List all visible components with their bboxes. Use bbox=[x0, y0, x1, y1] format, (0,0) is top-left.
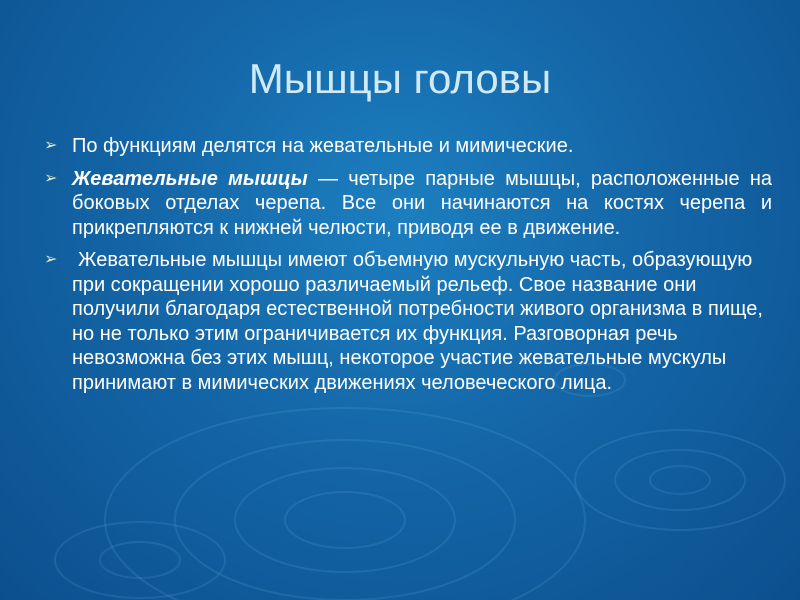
bullet-item-1 bbox=[44, 134, 772, 159]
bullet-text: Жевательные мышцы имеют объемную мускульную часть, образующую при сокращении хорошо различаемый рельеф. Свое название они получили благодаря естественной потребности живого организма в пище, но не только этим ограничивается их функция. Разговорная речь невозможна без этих мышц, некоторое участие жевательные мускулы принимают в мимических движениях человеческого лица. bbox=[72, 249, 763, 394]
bullet-text: По функциям делятся на жевательные и мимические. bbox=[72, 135, 574, 157]
arrow-bullet-icon: ➢ bbox=[44, 137, 58, 154]
arrow-bullet-icon: ➢ bbox=[44, 169, 58, 187]
bullet-text: четыре парные мышцы, расположенные на боковых отделах черепа. Все они начинаются на костях черепа и прикрепляются к нижней челюсти, приводя ее в движение. bbox=[72, 167, 773, 239]
slide-title: Мышцы головы bbox=[248, 55, 552, 102]
bullet-list bbox=[44, 134, 772, 403]
bullet-item-3 bbox=[44, 248, 772, 395]
bullet-dash: — bbox=[307, 167, 349, 190]
bullet-emphasis: Жевательные мышцы bbox=[72, 167, 308, 190]
arrow-bullet-icon: ➢ bbox=[44, 251, 58, 268]
bullet-item-2 bbox=[44, 167, 772, 241]
